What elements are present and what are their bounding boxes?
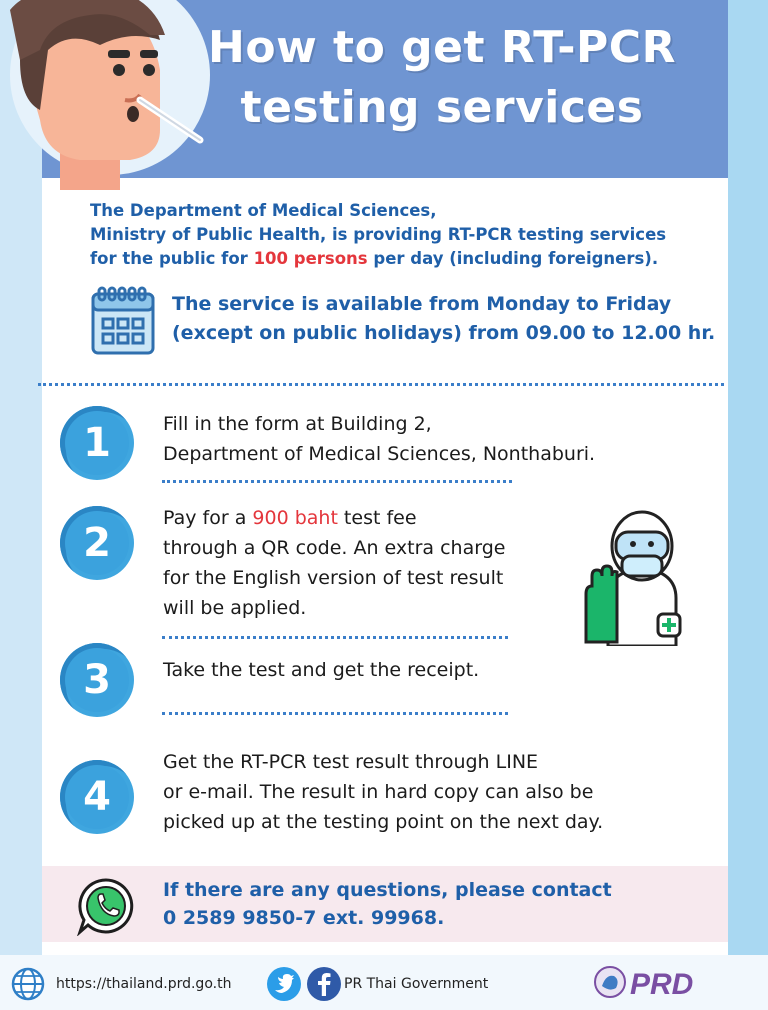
intro-text: for the public for [90, 249, 254, 268]
calendar-icon [90, 286, 156, 356]
schedule-line-1: The service is available from Monday to Friday [172, 293, 672, 315]
prd-logo [590, 960, 750, 1004]
step-1-line-2: Department of Medical Sciences, Nonthaburi. [163, 443, 596, 465]
intro-line-2: Ministry of Public Health, is providing RT-PCR testing services [90, 225, 667, 244]
intro-text-end: per day (including foreigners). [367, 249, 659, 268]
title-line-1: How to get RT-PCR [208, 22, 676, 73]
step-2-text-end: test fee [337, 507, 417, 529]
step-2-text-start: Pay for a [163, 507, 253, 529]
step-3-badge [60, 643, 134, 717]
step-2-number: 2 [65, 511, 129, 575]
step-2-badge [60, 506, 134, 580]
step-3-number: 3 [65, 648, 129, 712]
intro-line-1: The Department of Medical Sciences, [90, 201, 437, 220]
intro-paragraph [90, 199, 710, 271]
website-link[interactable]: https://thailand.prd.go.th [56, 976, 232, 992]
step-1-number: 1 [65, 411, 129, 475]
step-4-line-2: or e-mail. The result in hard copy can also be [163, 781, 594, 803]
whatsapp-icon [76, 876, 136, 936]
step-2-line-4: will be applied. [163, 597, 307, 619]
step-1-line-1: Fill in the form at Building 2, [163, 413, 432, 435]
persons-highlight: 100 persons [253, 249, 368, 268]
step-3-line-1: Take the test and get the receipt. [163, 659, 480, 681]
contact-phone: 0 2589 9850-7 ext. 99968. [163, 907, 445, 929]
step-divider [162, 480, 512, 483]
step-2-line-1 [163, 503, 505, 533]
section-divider [38, 383, 724, 386]
step-2-line-3: for the English version of test result [163, 567, 504, 589]
prd-logo-text: PRD [630, 968, 694, 1001]
page-title [162, 18, 722, 138]
step-1-text [163, 409, 595, 469]
step-2-line-2: through a QR code. An extra charge [163, 537, 506, 559]
step-3-text [163, 655, 479, 685]
step-2-text [163, 503, 505, 623]
right-margin [728, 0, 768, 955]
service-schedule [172, 290, 732, 348]
infographic-card [42, 0, 728, 955]
contact-line-1: If there are any questions, please contact [163, 879, 612, 901]
step-4-line-1: Get the RT-PCR test result through LINE [163, 751, 539, 773]
step-4-badge [60, 760, 134, 834]
step-divider [162, 712, 508, 715]
globe-icon [10, 966, 46, 1002]
facebook-icon[interactable] [306, 966, 342, 1002]
fee-highlight: 900 baht [252, 507, 338, 529]
step-4-number: 4 [65, 765, 129, 829]
schedule-line-2: (except on public holidays) from 09.00 to 12.00 hr. [172, 322, 716, 344]
medical-worker-illustration [576, 506, 708, 646]
step-divider [162, 636, 508, 639]
step-4-line-3: picked up at the testing point on the next day. [163, 811, 604, 833]
title-line-2: testing services [240, 82, 644, 133]
social-account-name[interactable]: PR Thai Government [344, 976, 489, 992]
step-4-text [163, 747, 603, 837]
intro-line-3 [90, 247, 710, 271]
contact-info [163, 876, 723, 932]
step-1-badge [60, 406, 134, 480]
twitter-icon[interactable] [266, 966, 302, 1002]
